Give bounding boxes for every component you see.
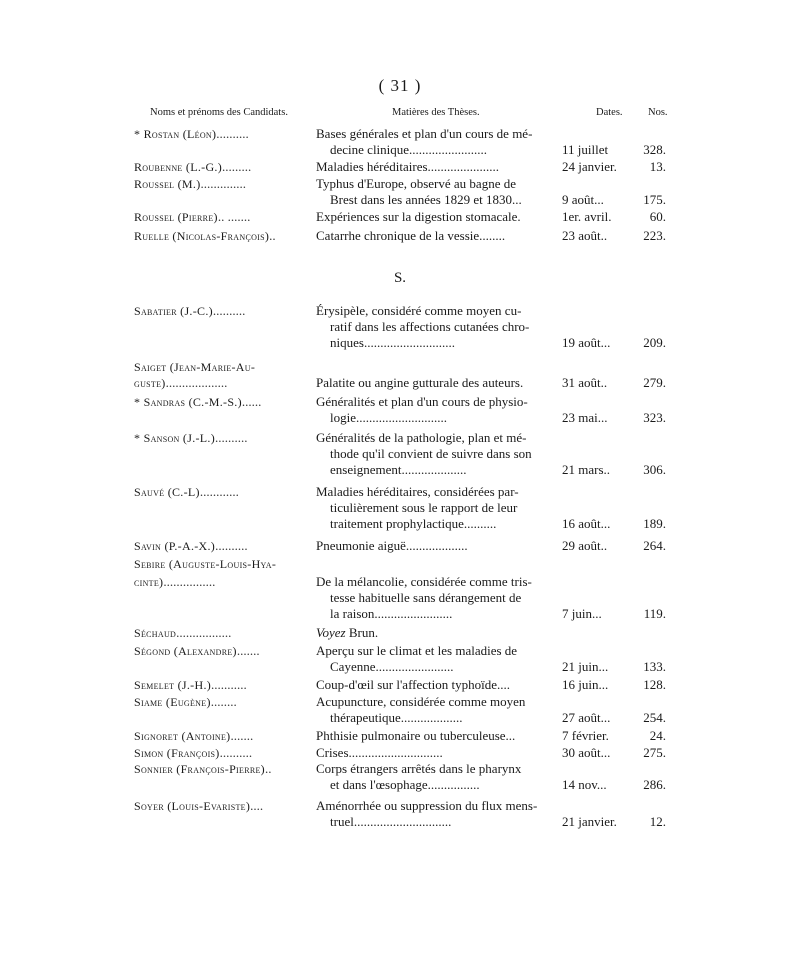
thesis-number: 286. [643,777,666,792]
thesis-number: 306. [643,462,666,477]
thesis-title [316,798,559,830]
leader-dots: ......... [222,159,252,174]
thesis-line: decine clinique........................ [330,142,488,157]
candidate-name [134,359,308,375]
thesis-title [316,430,559,478]
thesis-title [316,159,559,175]
thesis-line: Expériences sur la digestion stomacale. [316,209,521,224]
leader-dots: ...... [241,394,262,409]
leader-dots: .. ....... [217,209,251,224]
thesis-number: 60. [649,209,666,224]
candidate-name [134,394,308,410]
thesis-line: Catarrhe chronique de la vessie........ [316,228,506,243]
thesis-title [316,745,559,761]
candidate-name-text: Simon (François) [134,746,220,760]
leader-dots: .. [264,761,272,776]
section-letter: S. [393,270,407,286]
thesis-title [316,176,559,208]
thesis-line: Bases générales et plan d'un cours de mé- [316,126,533,141]
thesis-number: 223. [643,228,666,243]
thesis-line: De la mélancolie, considérée comme tris- [316,574,532,589]
thesis-title [316,625,559,641]
thesis-date: 14 nov... [562,777,607,792]
thesis-line: truel.............................. [330,814,452,829]
thesis-line: Brest dans les années 1829 et 1830... [330,192,522,207]
thesis-line: Typhus d'Europe, observé au bagne de [316,176,516,191]
candidate-name-text: Sabatier (J.-C.) [134,304,213,318]
candidate-name-text: * Sanson (J.-L.) [134,431,216,445]
thesis-line: Crises............................. [316,745,443,760]
candidate-name [134,745,308,761]
thesis-date: 9 août... [562,192,604,207]
header-dates: Dates. [596,107,623,118]
thesis-title [316,375,559,391]
candidate-name-text: Sauvé (C.-L) [134,485,200,499]
thesis-date: 16 août... [562,516,611,531]
candidate-name [134,303,308,319]
thesis-line: Pneumonie aiguë................... [316,538,468,553]
thesis-title [316,484,559,532]
leader-dots: ....... [230,728,254,743]
thesis-title [316,728,559,744]
candidate-name [134,209,308,225]
thesis-line: Généralités et plan d'un cours de physio- [316,394,528,409]
candidate-name [134,176,308,192]
candidate-name-text: Siame (Eugène) [134,695,211,709]
thesis-line: Généralités de la pathologie, plan et mé- [316,430,527,445]
thesis-line: Acupuncture, considérée comme moyen [316,694,526,709]
header-theses: Matières des Thèses. [392,107,480,118]
thesis-date: 21 janvier. [562,814,617,829]
thesis-line: la raison........................ [330,606,453,621]
thesis-title [316,303,559,351]
header-names: Noms et prénoms des Candidats. [150,107,288,118]
candidate-name-text: Roussel (M.) [134,177,201,191]
page-number: ( 31 ) [378,76,422,95]
leader-dots: ................ [163,574,216,589]
candidate-name-text: Semelet (J.-H.) [134,678,212,692]
leader-dots: ........... [211,677,247,692]
candidate-name-text: Savin (P.-A.-X.) [134,539,216,553]
thesis-line: traitement prophylactique.......... [330,516,497,531]
thesis-title [316,574,559,622]
thesis-number: 189. [643,516,666,531]
candidate-name [134,556,308,572]
thesis-number: 328. [643,142,666,157]
thesis-number: 323. [643,410,666,425]
thesis-title [316,538,559,554]
thesis-date: 7 juin... [562,606,602,621]
candidate-name [134,159,308,175]
candidate-name-text: * Sandras (C.-M.-S.) [134,395,242,409]
candidate-name [134,538,308,554]
candidate-name-text: Saiget (Jean-Marie-Au- [134,360,256,374]
thesis-date: 31 août.. [562,375,608,390]
thesis-line: ticulièrement sous le rapport de leur [330,500,518,515]
thesis-title [316,126,559,158]
candidate-name-text: guste) [134,376,166,390]
candidate-name-text: Signoret (Antoine) [134,729,231,743]
thesis-date: 27 août... [562,710,611,725]
thesis-line: logie............................ [330,410,447,425]
thesis-date: 23 mai... [562,410,608,425]
leader-dots: .......... [212,303,246,318]
thesis-number: 209. [643,335,666,350]
candidate-name [134,694,308,710]
thesis-number: 175. [643,192,666,207]
candidate-name-text: * Rostan (Léon) [134,127,217,141]
candidate-name [134,798,308,814]
leader-dots: ....... [236,643,260,658]
candidate-name [134,574,308,590]
thesis-line: Phthisie pulmonaire ou tuberculeuse... [316,728,516,743]
thesis-line: ratif dans les affections cutanées chro- [330,319,530,334]
thesis-number: 254. [643,710,666,725]
candidate-name [134,375,308,391]
thesis-date: 29 août.. [562,538,608,553]
candidate-name [134,728,308,744]
thesis-line: enseignement.................... [330,462,467,477]
thesis-title [316,694,559,726]
candidate-name-text: Roubenne (L.-G.) [134,160,223,174]
thesis-number: 279. [643,375,666,390]
thesis-number: 264. [643,538,666,553]
thesis-date: 21 juin... [562,659,609,674]
leader-dots: .. [269,228,276,243]
thesis-date: 21 mars.. [562,462,611,477]
thesis-line: Aperçu sur le climat et les maladies de [316,643,518,658]
leader-dots: ........ [210,694,237,709]
thesis-title [316,228,559,244]
candidate-name [134,484,308,500]
thesis-date: 30 août... [562,745,611,760]
thesis-date: 19 août... [562,335,611,350]
thesis-line: thérapeutique................... [330,710,463,725]
thesis-line: Palatite ou angine gutturale des auteurs. [316,375,524,390]
candidate-name-text: Soyer (Louis-Evariste) [134,799,251,813]
thesis-date: 23 août.. [562,228,608,243]
candidate-name [134,126,308,142]
candidate-name-text: Sonnier (François-Pierre) [134,762,265,776]
thesis-number: 133. [643,659,666,674]
thesis-date: 11 juillet [562,142,609,157]
thesis-line: niques............................ [330,335,455,350]
thesis-line: Coup-d'œil sur l'affection typhoïde.... [316,677,510,692]
leader-dots: .......... [216,126,249,141]
thesis-date: 1er. avril. [562,209,612,224]
thesis-line: Érysipèle, considéré comme moyen cu- [316,303,522,318]
thesis-number: 12. [649,814,666,829]
candidate-name [134,430,308,446]
thesis-line: Aménorrhée ou suppression du flux mens- [316,798,538,813]
leader-dots: .......... [219,745,253,760]
thesis-number: 119. [643,606,666,621]
thesis-line: Corps étrangers arrêtés dans le pharynx [316,761,522,776]
thesis-line: et dans l'œsophage................ [330,777,480,792]
leader-dots: ................... [165,375,228,390]
thesis-line: thode qu'il convient de suivre dans son [330,446,532,461]
thesis-number: 128. [643,677,666,692]
thesis-date: 24 janvier. [562,159,617,174]
candidate-name-text: Séchaud [134,626,177,640]
thesis-title [316,761,559,793]
thesis-title [316,677,559,693]
header-nos: Nos. [648,107,668,118]
leader-dots: .......... [215,430,248,445]
leader-dots: .............. [200,176,246,191]
leader-dots: ................. [176,625,232,640]
thesis-title [316,209,559,225]
candidate-name-text: Ségond (Alexandre) [134,644,237,658]
candidate-name [134,677,308,693]
candidate-name [134,625,308,641]
thesis-line: Cayenne........................ [330,659,454,674]
thesis-date: 16 juin... [562,677,609,692]
candidate-name-text: cinte) [134,575,164,589]
leader-dots: ............ [199,484,239,499]
candidate-name-text: Ruelle (Nicolas-François) [134,229,270,243]
thesis-date: 7 février. [562,728,609,743]
thesis-title [316,643,559,675]
candidate-name-text: Sebire (Auguste-Louis-Hya- [134,557,277,571]
thesis-line: Maladies héréditaires...................... [316,159,500,174]
candidate-name-text: Roussel (Pierre) [134,210,218,224]
thesis-number: 275. [643,745,666,760]
candidate-name [134,643,308,659]
column-headers [0,107,800,123]
candidate-name [134,761,308,777]
thesis-number: 24. [649,728,666,743]
leader-dots: .......... [215,538,248,553]
thesis-number: 13. [649,159,666,174]
thesis-title [316,394,559,426]
candidate-name [134,228,308,244]
thesis-line: Voyez Brun. [316,625,379,640]
leader-dots: .... [250,798,264,813]
thesis-line: Maladies héréditaires, considérées par- [316,484,519,499]
thesis-line: tesse habituelle sans dérangement de [330,590,522,605]
